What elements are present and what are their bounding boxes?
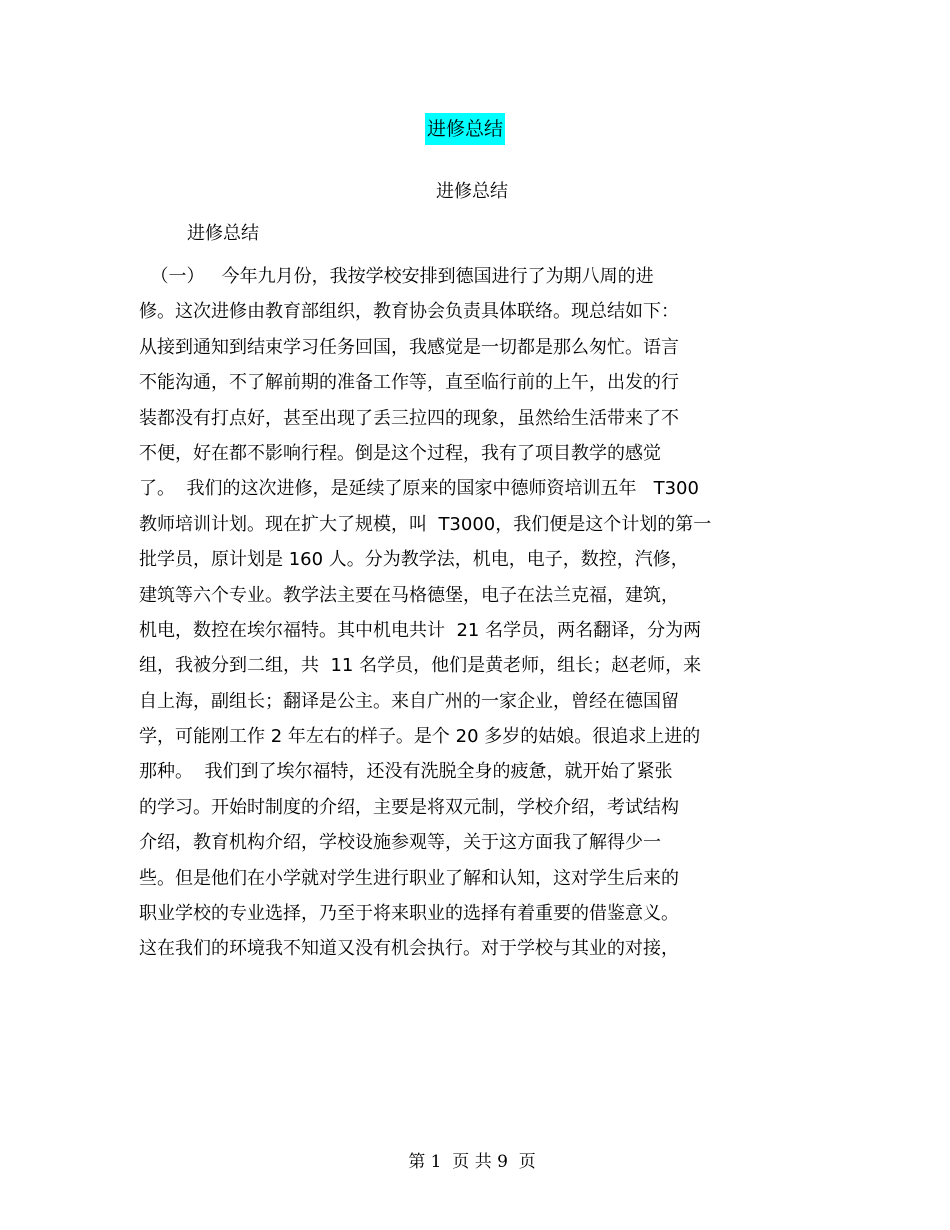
body-line: （一） 今年九月份，我按学校安排到德国进行了为期八周的进 bbox=[139, 266, 654, 287]
body-line: 了。 我们的这次进修，是延续了原来的国家中德师资培训五年 T300 bbox=[139, 478, 699, 500]
page-title: 进修总结 bbox=[425, 113, 505, 145]
body-line: 教师培训计划。现在扩大了规模，叫 T3000，我们便是这个计划的第一 bbox=[139, 513, 712, 535]
body-line: 这在我们的环境我不知道又没有机会执行。对于学校与其业的对接， bbox=[139, 938, 679, 960]
body-line: 装都没有打点好，甚至出现了丢三拉四的现象，虽然给生活带来了不 bbox=[139, 407, 679, 429]
body-line: 职业学校的专业选择，乃至于将来职业的选择有着重要的借鉴意义。 bbox=[139, 903, 679, 925]
body-line: 组，我被分到二组，共 11 名学员，他们是黄老师，组长；赵老师，来 bbox=[139, 655, 702, 677]
body-line: 修。这次进修由教育部组织，教育协会负责具体联络。现总结如下： bbox=[139, 301, 679, 323]
body-line: 批学员，原计划是 160 人。分为教学法，机电，电子，数控，汽修， bbox=[139, 549, 689, 571]
body-line: 的学习。开始时制度的介绍，主要是将双元制，学校介绍，考试结构 bbox=[139, 796, 679, 818]
body-line: 自上海，副组长；翻译是公主。来自广州的一家企业，曾经在德国留 bbox=[139, 690, 679, 712]
body-line: 建筑等六个专业。教学法主要在马格德堡，电子在法兰克福，建筑， bbox=[139, 584, 679, 606]
body-line: 不便，好在都不影响行程。倒是这个过程，我有了项目教学的感觉 bbox=[139, 442, 661, 464]
body-line: 从接到通知到结束学习任务回国，我感觉是一切都是那么匆忙。语言 bbox=[139, 336, 679, 358]
body-line: 那种。 我们到了埃尔福特，还没有洗脱全身的疲惫，就开始了紧张 bbox=[139, 761, 673, 783]
body-line: 学，可能刚工作 2 年左右的样子。是个 20 多岁的姑娘。很追求上进的 bbox=[139, 726, 701, 748]
body-text bbox=[139, 261, 819, 969]
page-footer: 第 1 页 共 9 页 bbox=[408, 1152, 536, 1172]
body-line: 机电，数控在埃尔福特。其中机电共计 21 名学员，两名翻译，分为两 bbox=[139, 619, 702, 641]
section-heading: 进修总结 bbox=[187, 223, 259, 244]
body-line: 些。但是他们在小学就对学生进行职业了解和认知，这对学生后来的 bbox=[139, 867, 679, 889]
body-line: 介绍，教育机构介绍，学校设施参观等，关于这方面我了解得少一 bbox=[139, 832, 661, 854]
document-subtitle: 进修总结 bbox=[436, 181, 508, 202]
body-line: 不能沟通，不了解前期的准备工作等，直至临行前的上午，出发的行 bbox=[139, 372, 679, 394]
